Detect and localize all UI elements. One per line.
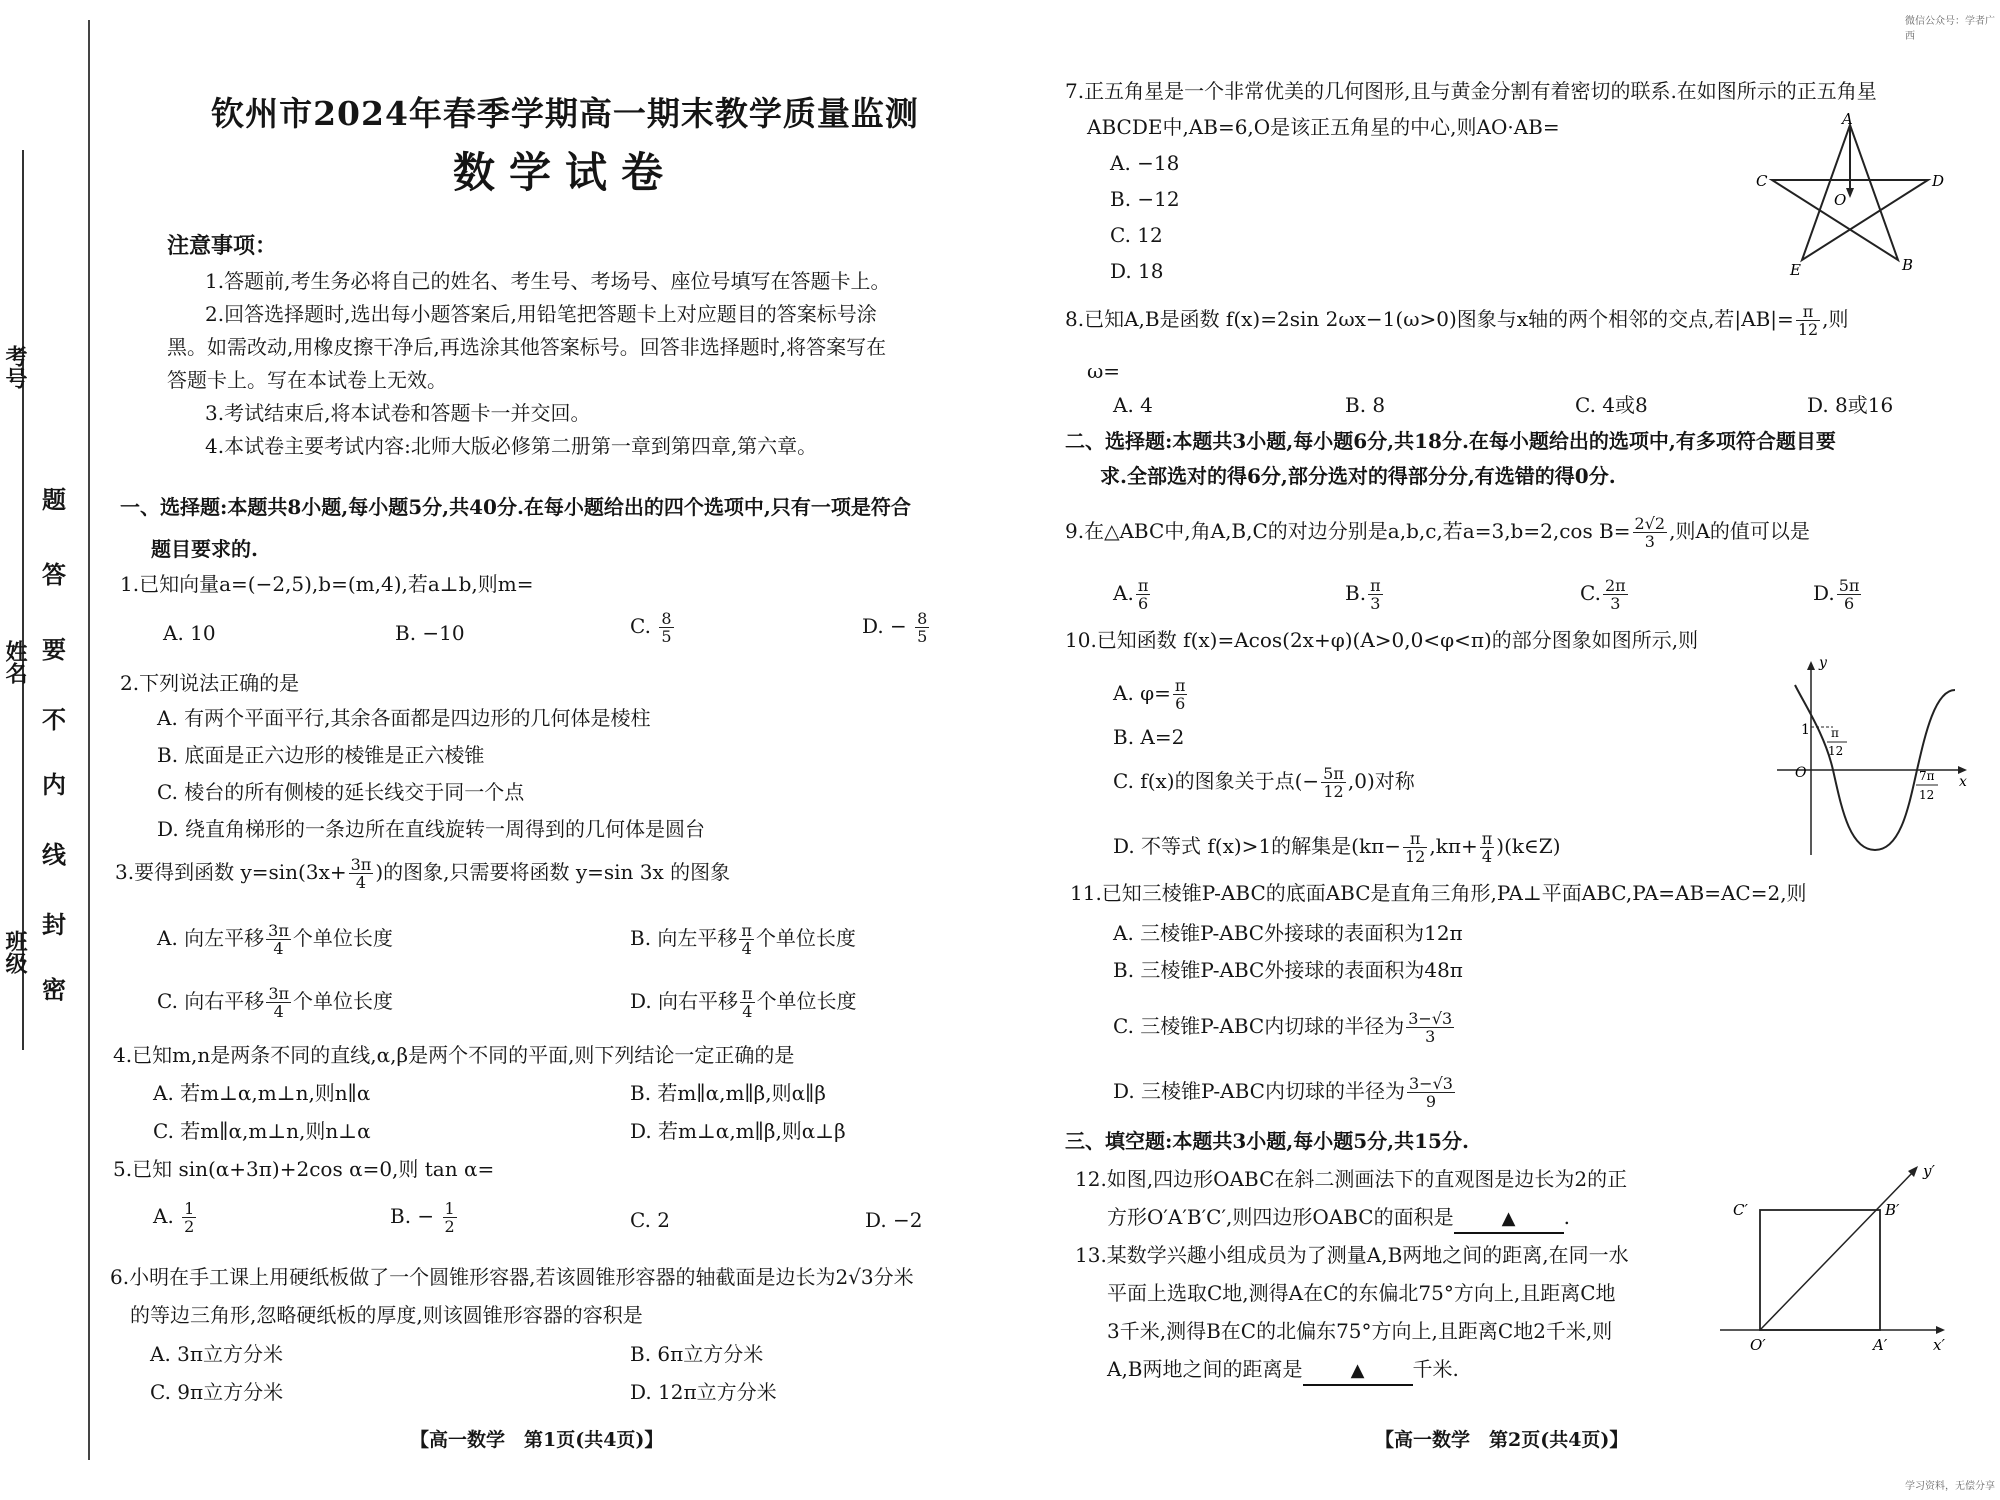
q13-stem: 13.某数学兴趣小组成员为了测量A,B两地之间的距离,在同一水 — [1075, 1243, 1629, 1267]
seal-char: 封 — [42, 910, 66, 939]
numerator: 3π — [268, 984, 290, 1003]
q8-stem-cont: ω= — [1087, 359, 1121, 383]
q5-option-d: D. −2 — [865, 1208, 923, 1232]
fraction — [182, 1200, 196, 1235]
cosine-graph-figure — [1775, 655, 1970, 860]
stem-text: )的图象,只需要将函数 y=sin 3x 的图象 — [375, 860, 731, 884]
option-prefix: B. — [1345, 581, 1367, 605]
section-1-heading: 一、选择题:本题共8小题,每小题5分,共40分.在每小题给出的四个选项中,只有一项是符合 — [120, 495, 911, 519]
denominator: 3 — [1644, 532, 1655, 551]
denominator: 9 — [1425, 1092, 1437, 1111]
q11-option-a: A. 三棱锥P-ABC外接球的表面积为12π — [1113, 921, 1463, 945]
denominator: 5 — [661, 627, 672, 646]
q4-option-d: D. 若m⊥α,m∥β,则α⊥β — [630, 1119, 846, 1143]
option-prefix: B. − — [390, 1204, 435, 1228]
page-footer: 【高一数学 第1页(共4页)】 — [410, 1429, 664, 1451]
q12-stem: 12.如图,四边形OABC在斜二测画法下的直观图是边长为2的正 — [1075, 1167, 1628, 1191]
vertex-label-e: E — [1790, 261, 1801, 279]
q6-stem-cont: 的等边三角形,忽略硬纸板的厚度,则该圆锥形容器的容积是 — [130, 1303, 643, 1327]
section-3-heading: 三、填空题:本题共3小题,每小题5分,共15分. — [1065, 1129, 1469, 1153]
q11-stem: 11.已知三棱锥P-ABC的底面ABC是直角三角形,PA⊥平面ABC,PA=AB=AC=2,则 — [1070, 881, 1807, 905]
q8-option-d: D. 8或16 — [1807, 393, 1894, 417]
q5-stem: 5.已知 sin(α+3π)+2cos α=0,则 tan α= — [113, 1157, 495, 1181]
q4-option-a: A. 若m⊥α,m⊥n,则n∥α — [153, 1081, 371, 1105]
q1-option-c — [630, 610, 676, 645]
option-text: C. 三棱锥P-ABC内切球的半径为 — [1113, 1014, 1405, 1038]
section-2-heading: 二、选择题:本题共3小题,每小题6分,共18分.在每小题给出的选项中,有多项符合题目要 — [1065, 429, 1836, 453]
tick-7pi12-den: 12 — [1919, 788, 1935, 802]
q1-stem: 1.已知向量a=(−2,5),b=(m,4),若a⊥b,则m= — [120, 572, 534, 596]
answer-blank[interactable]: ▲ — [1454, 1206, 1564, 1234]
tick-7pi12-num: 7π — [1919, 769, 1935, 783]
denominator: 6 — [1843, 594, 1855, 613]
numerator: 5π — [1323, 764, 1344, 783]
x-prime-label: x′ — [1933, 1336, 1945, 1354]
option-prefix: D. − — [862, 614, 907, 638]
q13-stem-cont — [1107, 1356, 1459, 1386]
q3-stem — [115, 856, 730, 891]
fraction — [1173, 677, 1188, 712]
oblique-square-figure — [1715, 1158, 1955, 1368]
fraction — [1796, 303, 1820, 338]
option-text: D. 不等式 f(x)>1的解集是(kπ− — [1113, 834, 1401, 858]
denominator: 6 — [1175, 694, 1186, 713]
option-text: ,kπ+ — [1429, 834, 1478, 858]
q2-option-d: D. 绕直角梯形的一条边所在直线旋转一周得到的几何体是圆台 — [157, 817, 706, 841]
page-footer: 【高一数学 第2页(共4页)】 — [1375, 1429, 1629, 1451]
denominator: 12 — [1323, 782, 1344, 801]
numerator: 3π — [350, 855, 372, 874]
fraction — [1603, 577, 1628, 612]
fraction — [266, 985, 291, 1020]
denominator: 4 — [1481, 847, 1493, 866]
seal-char: 线 — [42, 840, 66, 869]
seal-char: 密 — [42, 975, 66, 1004]
stem-text: ,则 — [1822, 307, 1849, 331]
q10-stem: 10.已知函数 f(x)=Acos(2x+φ)(A>0,0<φ<π)的部分图象如图所示,则 — [1065, 628, 1699, 652]
q4-stem: 4.已知m,n是两条不同的直线,α,β是两个不同的平面,则下列结论一定正确的是 — [113, 1043, 795, 1067]
tick-pi12-den: 12 — [1828, 744, 1844, 758]
numerator: π — [1796, 303, 1820, 321]
fraction — [443, 1200, 457, 1235]
q8-option-a: A. 4 — [1113, 393, 1153, 417]
vertex-label-c-prime: C′ — [1733, 1201, 1748, 1219]
numerator: π — [1403, 830, 1427, 848]
stem-text: . — [1563, 1205, 1570, 1229]
pentagram-figure — [1750, 110, 1950, 285]
denominator: 4 — [742, 1002, 753, 1021]
q11-option-c — [1113, 1010, 1456, 1045]
q1-option-d — [862, 610, 931, 645]
q10-option-c — [1113, 765, 1415, 800]
y-prime-axis — [1760, 1170, 1915, 1330]
option-text: 个单位长度 — [293, 989, 394, 1013]
x-axis-label: x — [1959, 774, 1967, 790]
q2-option-c: C. 棱台的所有侧棱的延长线交于同一个点 — [157, 780, 525, 804]
q5-option-a — [153, 1200, 198, 1235]
answer-blank[interactable]: ▲ — [1303, 1358, 1413, 1386]
y-axis-label: y — [1819, 655, 1827, 671]
binding-label-class: 班级 — [2, 930, 28, 974]
vertex-label-c: C — [1756, 172, 1768, 190]
stem-text: 千米. — [1412, 1357, 1459, 1381]
q6-option-a: A. 3π立方分米 — [150, 1342, 284, 1366]
q4-option-c: C. 若m∥α,m⊥n,则n⊥α — [153, 1119, 371, 1143]
q6-stem: 6.小明在手工课上用硬纸板做了一个圆锥形容器,若该圆锥形容器的轴截面是边长为2√3分米 — [110, 1265, 914, 1289]
numerator: 3−√3 — [1408, 1009, 1453, 1028]
numerator: π — [1174, 676, 1186, 695]
q13-stem-cont: 平面上选取C地,测得A在C的东偏北75°方向上,且距离C地 — [1107, 1281, 1616, 1305]
section-2-heading-cont: 求.全部选对的得6分,部分选对的得部分分,有选错的得0分. — [1100, 464, 1616, 488]
option-text: )(k∈Z) — [1496, 834, 1561, 858]
stem-text: ,则A的值可以是 — [1669, 519, 1810, 543]
numerator: 2√2 — [1634, 514, 1666, 533]
notice-item: 1.答题前,考生务必将自己的姓名、考生号、考场号、座位号填写在答题卡上。 — [205, 269, 891, 293]
q9-option-c — [1580, 577, 1630, 612]
q9-option-a — [1113, 577, 1152, 612]
corner-watermark: 学习资料，无偿分享 — [1905, 1481, 1995, 1492]
denominator: 12 — [1797, 320, 1819, 339]
q10-option-b: B. A=2 — [1113, 725, 1185, 749]
q8-option-c: C. 4或8 — [1575, 393, 1648, 417]
option-text: 个单位长度 — [292, 926, 393, 950]
fraction — [1136, 577, 1151, 612]
seal-char: 要 — [42, 635, 66, 664]
option-text: C. f(x)的图象关于点(− — [1113, 769, 1320, 793]
q2-option-b: B. 底面是正六边形的棱锥是正六棱锥 — [157, 743, 485, 767]
fraction — [349, 856, 374, 891]
vertex-label-a: A — [1842, 110, 1853, 128]
denominator: 3 — [1610, 594, 1621, 613]
fraction — [1480, 830, 1495, 865]
fraction — [915, 610, 929, 645]
q7-option-b: B. −12 — [1110, 187, 1180, 211]
option-text: B. 向左平移 — [630, 926, 738, 950]
option-text: 个单位长度 — [755, 926, 856, 950]
stem-text: 9.在△ABC中,角A,B,C的对边分别是a,b,c,若a=3,b=2,cos B= — [1065, 519, 1631, 543]
section-1-heading-cont: 题目要求的. — [151, 537, 258, 561]
fraction — [1368, 577, 1383, 612]
x-arrow — [1958, 766, 1967, 774]
binding-label-name: 姓名 — [2, 640, 28, 684]
q8-stem — [1065, 303, 1849, 338]
option-text: ,0)对称 — [1347, 769, 1415, 793]
numerator: π — [742, 984, 753, 1003]
y-tick-one: 1 — [1801, 722, 1810, 738]
corner-watermark: 微信公众号：学者广西 — [1905, 16, 1995, 42]
numerator: 3π — [268, 921, 289, 940]
seal-char: 内 — [42, 770, 66, 799]
option-text: 个单位长度 — [756, 989, 857, 1013]
q9-stem — [1065, 515, 1810, 550]
exam-subtitle: 数学试卷 — [452, 148, 677, 197]
denominator: 3 — [1425, 1027, 1436, 1046]
option-prefix: A. — [1113, 581, 1134, 605]
q7-stem: 7.正五角星是一个非常优美的几何图形,且与黄金分割有着密切的联系.在如图所示的正五角星 — [1065, 79, 1877, 103]
numerator: 2π — [1604, 576, 1626, 595]
q9-option-d — [1813, 577, 1863, 612]
q6-option-c: C. 9π立方分米 — [150, 1380, 284, 1404]
notice-item: 3.考试结束后,将本试卷和答题卡一并交回。 — [205, 401, 591, 425]
notice-item: 黑。如需改动,用橡皮擦干净后,再选涂其他答案标号。回答非选择题时,将答案写在 — [167, 335, 887, 359]
q10-option-d — [1113, 830, 1561, 865]
q2-option-a: A. 有两个平面平行,其余各面都是四边形的几何体是棱柱 — [157, 706, 651, 730]
option-prefix: C. — [1580, 581, 1601, 605]
notice-heading: 注意事项： — [167, 233, 278, 259]
tick-pi12-num: π — [1831, 726, 1839, 740]
q4-option-b: B. 若m∥α,m∥β,则α∥β — [630, 1081, 826, 1105]
fraction — [1837, 577, 1862, 612]
numerator: π — [1370, 576, 1381, 595]
arrow-head — [1846, 188, 1854, 198]
denominator: 3 — [1370, 594, 1381, 613]
option-prefix: C. — [630, 614, 651, 638]
fraction — [659, 610, 673, 645]
fraction — [1403, 830, 1427, 865]
curve — [1795, 685, 1955, 850]
q1-option-b: B. −10 — [395, 621, 465, 645]
page-1 — [105, 0, 1000, 1500]
vertex-label-a-prime: A′ — [1873, 1336, 1888, 1354]
option-text: D. 向右平移 — [630, 989, 739, 1013]
notice-item: 2.回答选择题时,选出每小题答案后,用铅笔把答题卡上对应题目的答案标号涂 — [205, 302, 877, 326]
q11-option-b: B. 三棱锥P-ABC外接球的表面积为48π — [1113, 958, 1463, 982]
option-prefix: D. — [1813, 581, 1835, 605]
y-arrow — [1807, 661, 1815, 670]
q11-option-d — [1113, 1075, 1457, 1110]
denominator: 4 — [273, 1002, 284, 1021]
option-text: D. 三棱锥P-ABC内切球的半径为 — [1113, 1079, 1405, 1103]
numerator: π — [1481, 829, 1493, 848]
option-text: A. φ= — [1113, 681, 1171, 705]
denominator: 6 — [1137, 594, 1149, 613]
denominator: 2 — [184, 1217, 195, 1236]
q13-stem-cont: 3千米,测得B在C的北偏东75°方向上,且距离C地2千米,则 — [1107, 1319, 1613, 1343]
binding-label-exam-number: 考号 — [2, 345, 28, 389]
option-prefix: A. — [153, 1204, 174, 1228]
vertex-label-d: D — [1932, 172, 1945, 190]
fraction — [1633, 515, 1668, 550]
q5-option-c: C. 2 — [630, 1208, 671, 1232]
q6-option-b: B. 6π立方分米 — [630, 1342, 764, 1366]
q3-option-a — [157, 922, 393, 957]
stem-text: 3.要得到函数 y=sin(3x+ — [115, 860, 347, 884]
vertex-label-b-prime: B′ — [1885, 1201, 1900, 1219]
fraction — [266, 922, 291, 957]
fraction — [1407, 1075, 1455, 1110]
q1-option-a: A. 10 — [163, 621, 216, 645]
numerator: π — [741, 921, 752, 940]
q7-option-c: C. 12 — [1110, 223, 1163, 247]
q8-option-b: B. 8 — [1345, 393, 1386, 417]
vertex-label-b: B — [1902, 256, 1914, 274]
origin-label-o-prime: O′ — [1750, 1336, 1766, 1354]
q7-stem-cont: ABCDE中,AB=6,O是该正五角星的中心,则AO·AB= — [1087, 115, 1560, 139]
q2-stem: 2.下列说法正确的是 — [120, 671, 300, 695]
fraction — [1321, 765, 1346, 800]
q7-option-a: A. −18 — [1110, 151, 1180, 175]
seal-char: 不 — [42, 705, 66, 734]
numerator: 1 — [184, 1199, 195, 1218]
denominator: 5 — [917, 627, 928, 646]
seal-line — [88, 20, 90, 1460]
option-text: A. 向左平移 — [157, 926, 265, 950]
x-arrow — [1936, 1326, 1945, 1334]
denominator: 2 — [444, 1217, 455, 1236]
numerator: 8 — [661, 609, 672, 628]
stem-text: A,B两地之间的距离是 — [1107, 1357, 1303, 1381]
q10-option-a — [1113, 677, 1189, 712]
denominator: 4 — [355, 873, 367, 892]
option-text: C. 向右平移 — [157, 989, 265, 1013]
numerator: π — [1137, 576, 1149, 595]
page-2 — [1045, 0, 1970, 1500]
center-label-o: O — [1834, 191, 1847, 209]
numerator: 5π — [1838, 576, 1860, 595]
binding-strip — [0, 0, 95, 1500]
denominator: 4 — [273, 939, 284, 958]
q12-stem-cont — [1107, 1204, 1570, 1234]
seal-char: 答 — [42, 560, 66, 589]
numerator: 1 — [444, 1199, 455, 1218]
fraction — [1406, 1010, 1454, 1045]
q6-option-d: D. 12π立方分米 — [630, 1380, 777, 1404]
q3-option-c — [157, 985, 393, 1020]
stem-text: 方形O′A′B′C′,则四边形OABC的面积是 — [1107, 1205, 1454, 1229]
numerator: 8 — [917, 609, 928, 628]
q3-option-b — [630, 922, 856, 957]
fraction — [740, 985, 755, 1020]
q3-option-d — [630, 985, 857, 1020]
stem-text: 8.已知A,B是函数 f(x)=2sin 2ωx−1(ω>0)图象与x轴的两个相邻的交点,若|AB|= — [1065, 307, 1794, 331]
fraction — [739, 922, 754, 957]
origin-label: O — [1795, 765, 1807, 781]
q5-option-b — [390, 1200, 459, 1235]
cut-line — [22, 150, 24, 1050]
notice-item: 4.本试卷主要考试内容:北师大版必修第二册第一章到第四章,第六章。 — [205, 434, 818, 458]
denominator: 4 — [741, 939, 752, 958]
exam-title: 钦州市2024年春季学期高一期末教学质量监测 — [211, 94, 919, 133]
denominator: 12 — [1405, 847, 1426, 866]
notice-item: 答题卡上。写在本试卷上无效。 — [167, 368, 447, 392]
q9-option-b — [1345, 577, 1385, 612]
q7-option-d: D. 18 — [1110, 259, 1164, 283]
seal-char: 题 — [42, 485, 66, 514]
y-prime-label: y′ — [1923, 1162, 1935, 1180]
numerator: 3−√3 — [1408, 1074, 1453, 1093]
